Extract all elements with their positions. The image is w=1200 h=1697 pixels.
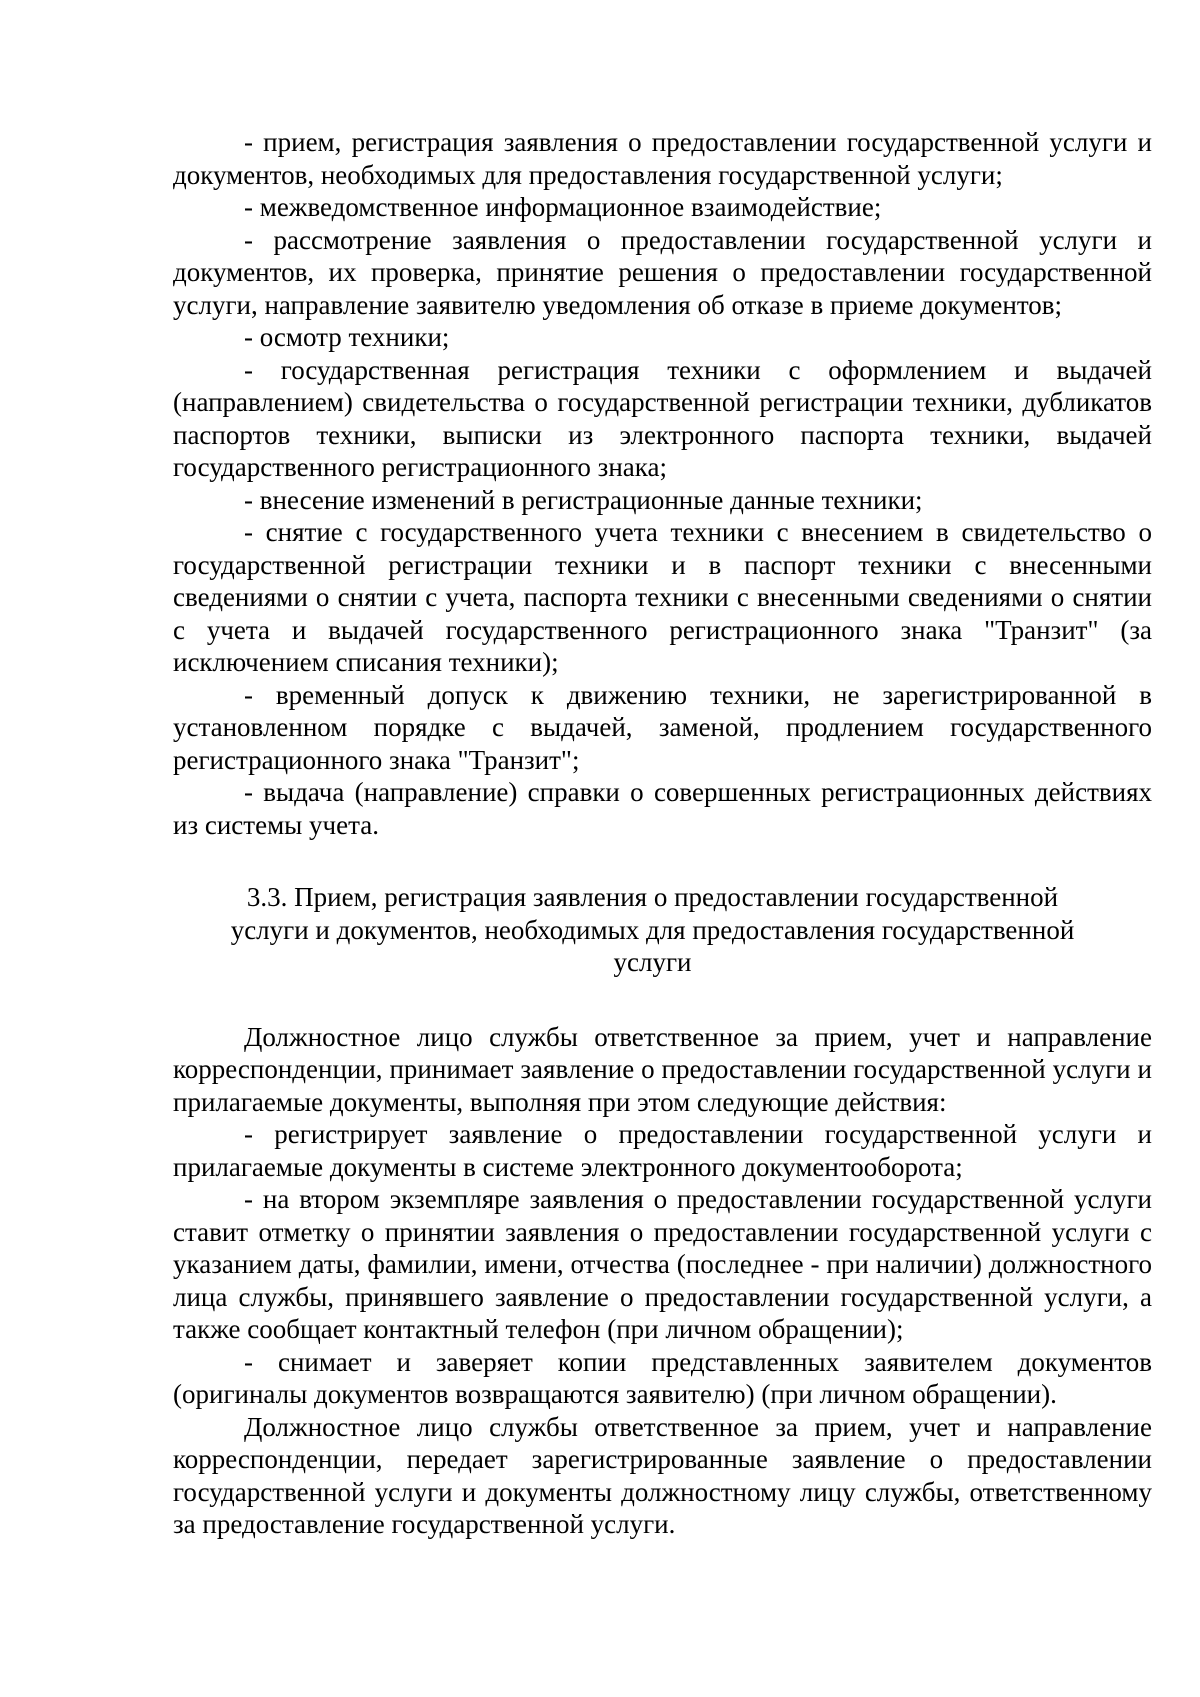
list-item-review: - рассмотрение заявления о предоставлении государственной услуги и документов, их проверка, принятие решения о предоставлении государственной услуги, направление заявителю уведомления об отказе в приеме документов; (173, 224, 1152, 320)
list-item-reception: - прием, регистрация заявления о предоставлении государственной услуги и документов, необходимых для предоставления государственной услуги; (173, 127, 1152, 190)
list-item-changes: - внесение изменений в регистрационные данные техники; (244, 484, 923, 515)
list-item-interagency: - межведомственное информационное взаимодействие; (244, 192, 882, 222)
list-item-inspection: - осмотр техники; (244, 322, 450, 352)
list-item-temporary-access: - временный допуск к движению техники, не зарегистрированной в установленном порядке с выдачей, заменой, продлением государственного регистрационного знака "Транзит"; (173, 679, 1152, 775)
body-paragraph-transfer: Должностное лицо службы ответственное за прием, учет и направление корреспонденции, передает зарегистрированные заявление о предоставлении государственной услуги и документы должностному лицу службы, ответственному за предоставление государственной услуги. (173, 1411, 1152, 1539)
list-item-deregistration: - снятие с государственного учета техники с внесением в свидетельство о государственной регистрации техники и в паспорт техники с внесенными сведениями о снятии с учета, паспорта техники с внесенными сведениями о снятии с учета и выдачей государственного регистрационного знака "Транзит" (за исключением списания техники); (173, 517, 1152, 677)
list-item-certificate: - выдача (направление) справки о совершенных регистрационных действиях из системы учета. (173, 777, 1152, 840)
body-item-marks: - на втором экземпляре заявления о предоставлении государственной услуги ставит отметку о принятии заявления о предоставлении государственной услуги с указанием даты, фамилии, имени, отчества (последнее - при наличии) должностного лица службы, принявшего заявление о предоставлении государственной услуги, а также сообщает контактный телефон (при личном обращении); (173, 1184, 1152, 1344)
list-item-registration: - государственная регистрация техники с оформлением и выдачей (направлением) свидетельства о государственной регистрации техники, дубликатов паспортов техники, выписки из электронного паспорта техники, выдачей государственного регистрационного знака; (173, 354, 1152, 482)
section-heading: 3.3. Прием, регистрация заявления о предоставлении государственной услуги и документов, необходимых для предоставления государственной услуги (230, 882, 1075, 977)
body-paragraph-intake: Должностное лицо службы ответственное за прием, учет и направление корреспонденции, принимает заявление о предоставлении государственной услуги и прилагаемые документы, выполняя при этом следующие действия: (173, 1021, 1152, 1117)
body-item-registers: - регистрирует заявление о предоставлении государственной услуги и прилагаемые документы в системе электронного документооборота; (173, 1119, 1152, 1182)
body-item-copies: - снимает и заверяет копии представленных заявителем документов (оригиналы документов возвращаются заявителю) (при личном обращении). (173, 1346, 1152, 1409)
